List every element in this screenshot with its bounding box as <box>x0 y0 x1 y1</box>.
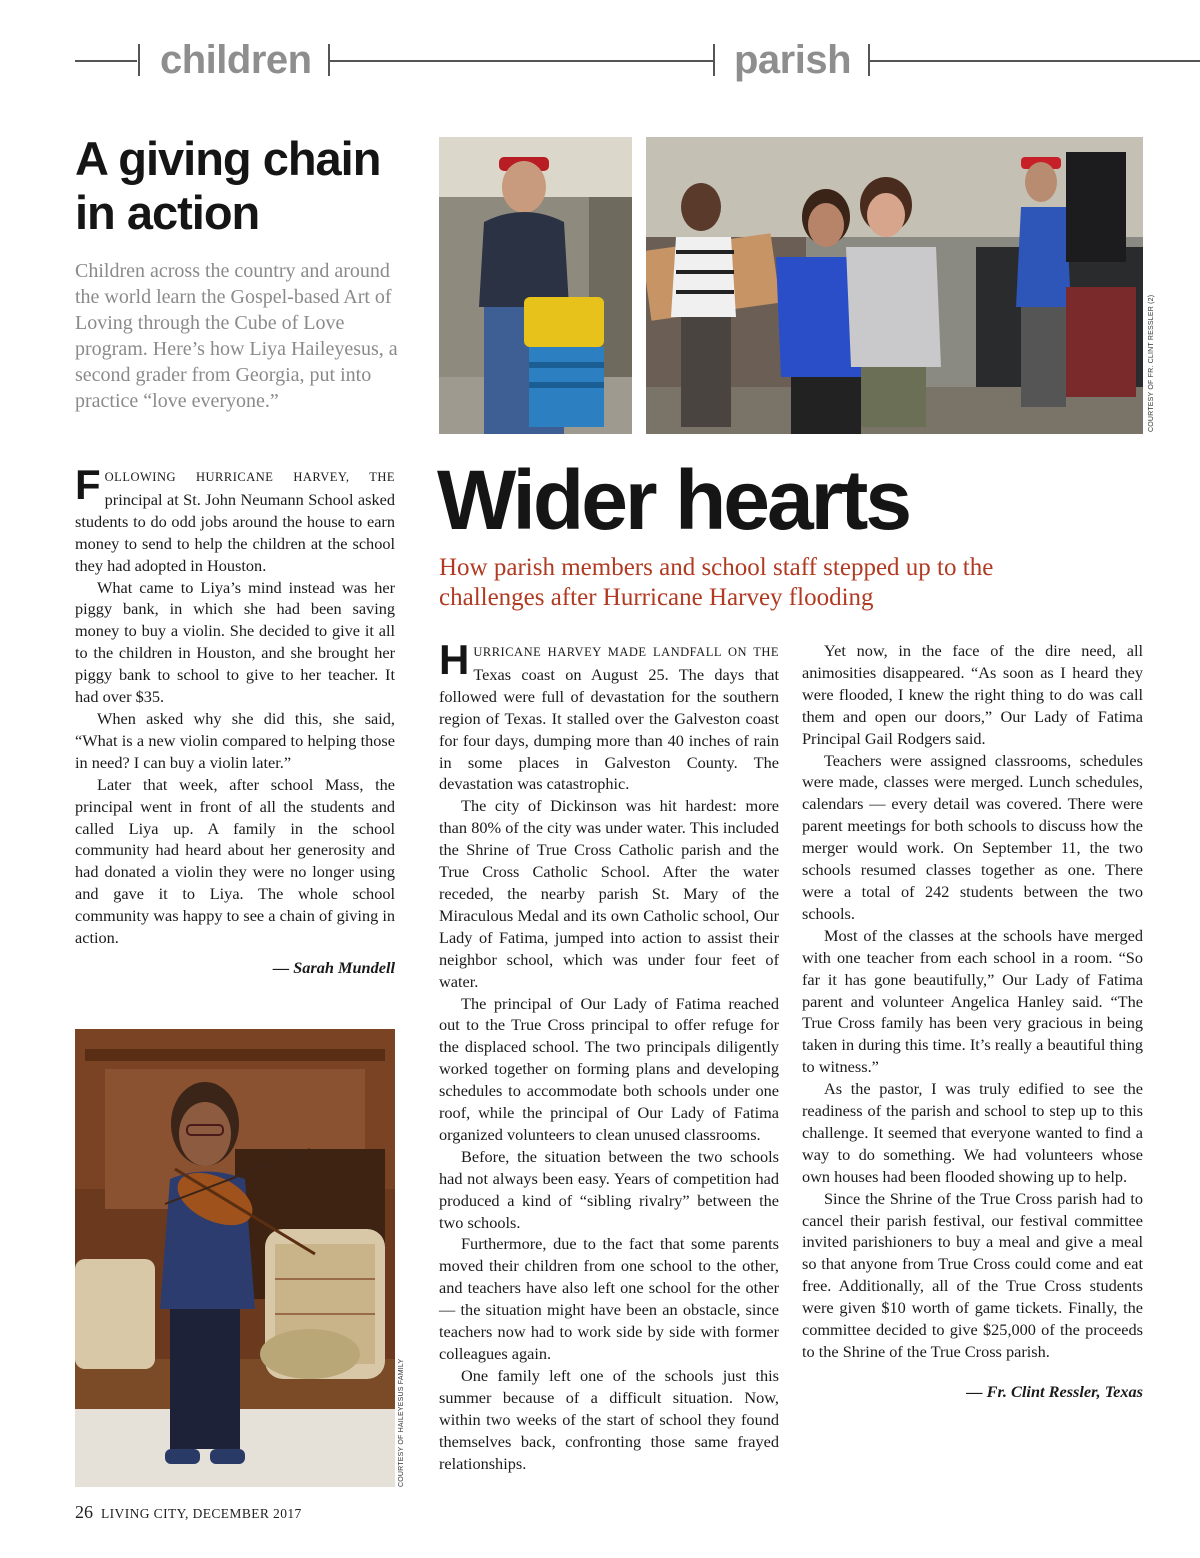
lead-small-caps: OLLOWING HURRICANE HARVEY, THE <box>104 470 395 484</box>
header-rule-right <box>870 60 1200 62</box>
paragraph: One family left one of the schools just this summer because of a difficult situation. Now, within two weeks of the start of school they found themselves back, confronting those same frayed relationships. <box>439 1365 779 1473</box>
left-title-line-1: A giving chain <box>75 132 381 185</box>
paragraph: As the pastor, I was truly edified to see the readiness of the parish and school to step up to this challenge. It seemed that everyone wanted to find a way to do something. We had volunteers whose own houses had been flooded showing up to help. <box>802 1079 1143 1186</box>
photo-credit-haileyesus: COURTESY OF HAILEYESUS FAMILY <box>398 1358 405 1487</box>
paragraph: Most of the classes at the schools have merged with one teacher from each school in a room. “So far it has gone beautifully,” Our Lady of Fatima parent and volunteer Angelica Hanley said. “The True Cross family has been very gracious in being taken in during this time. It’s really a beautiful thing to witness.” <box>802 925 1143 1077</box>
publication-info: LIVING CITY, DECEMBER 2017 <box>101 1506 302 1521</box>
dropcap: F <box>75 461 101 508</box>
header-rule-left <box>75 60 137 62</box>
paragraph: Before, the situation between the two schools had not always been easy. Years of competition had produced a kind of “sibling rivalry” between the two schools. <box>439 1146 779 1232</box>
article-column-1 <box>439 636 779 1474</box>
photo-man-chairs-illustration <box>439 137 632 434</box>
paragraph: Since the Shrine of the True Cross parish had to cancel their parish festival, our festival committee invited parishioners to buy a meal and give a meal so that anyone from True Cross could come and eat free. Additionally, all of the True Cross students were given $10 worth of game tickets. Finally, the committee decided to give $25,000 of the proceeds to the Shrine of the True Cross parish. <box>802 1188 1143 1361</box>
left-lead-paragraph <box>75 461 395 577</box>
lead-small-caps: URRICANE HARVEY MADE LANDFALL ON THE <box>473 645 779 659</box>
paragraph: What came to Liya’s mind instead was her piggy bank, in which she had been saving money to buy a violin. She decided to give it all to the children in Houston, and she brought her piggy bank to school to give to her teacher. It had over $35. <box>75 577 395 707</box>
page-number: 26 <box>75 1502 93 1522</box>
section-label-children: children <box>160 38 312 82</box>
article-column-2 <box>802 640 1143 1403</box>
paragraph: Yet now, in the face of the dire need, all animosities disappeared. “As soon as I heard they were flooded, I knew the right thing to do was call them and open our doors,” Our Lady of Fatima Principal Gail Rodgers said. <box>802 641 1143 748</box>
left-article-title <box>75 132 415 240</box>
paragraph: The principal of Our Lady of Fatima reached out to the True Cross principal to offer refuge for the displaced school. The two principals diligently worked together on forming plans and developing schedules to accommodate both schools under one roof, while the principal of Our Lady of Fatima organized volunteers to clean unused classrooms. <box>439 993 779 1144</box>
paragraph: The city of Dickinson was hit hardest: more than 80% of the city was under water. This included the Shrine of True Cross Catholic parish and the True Cross Catholic School. After the water receded, the nearby parish St. Mary of the Miraculous Medal and its own Catholic school, Our Lady of Fatima, jumped into action to assist their neighbor school, which was under four feet of water. <box>439 796 779 991</box>
lead-text: principal at St. John Neumann School asked students to do odd jobs around the house to earn money to send to help the children at the school they had adopted in Houston. <box>75 489 395 575</box>
left-article-body <box>75 461 395 979</box>
left-title-line-2: in action <box>75 186 260 239</box>
paragraph: Furthermore, due to the fact that some parents moved their children from one school to the other, and teachers have also left one school for the other — the situation might have been an obstacle, since teachers now had to work side by side with former colleagues again. <box>439 1234 779 1363</box>
header-divider <box>138 44 140 76</box>
page-footer <box>75 1502 302 1523</box>
main-article-deck: How parish members and school staff stepped up to the challenges after Hurricane Harvey flooding <box>439 554 994 611</box>
photo-volunteers <box>646 137 1143 434</box>
main-article-title: Wider hearts <box>437 453 910 547</box>
lead-text: Texas coast on August 25. The days that followed were full of devastation for the southern region of Texas. It stalled over the Galveston coast for four days, dumping more than 40 inches of rain in some places in Galveston County. The devastation was catastrophic. <box>439 664 779 794</box>
photo-girl-violin-illustration <box>75 1029 395 1487</box>
header-divider <box>713 44 715 76</box>
photo-credit-ressler: COURTESY OF FR. CLINT RESSLER (2) <box>1148 294 1155 432</box>
paragraph: Later that week, after school Mass, the principal went in front of all the students and called Liya up. A family in the school community had heard about her generosity and had donated a violin they were no longer using and gave it to Liya. The whole school community was happy to see a chain of giving in action. <box>75 774 395 948</box>
left-byline: — Sarah Mundell <box>272 957 395 977</box>
main-byline: — Fr. Clint Ressler, Texas <box>966 1381 1143 1401</box>
dropcap: H <box>439 636 470 683</box>
header-rule-middle <box>330 60 713 62</box>
left-article-intro: Children across the country and around the world learn the Gospel-based Art of Loving through the Cube of Love program. Here’s how Liya Haileyesus, a second grader from Georgia, put into practice “love everyone.” <box>75 260 398 412</box>
photo-man-with-chairs <box>439 137 632 434</box>
photo-volunteers-illustration <box>646 137 1143 434</box>
paragraph: Teachers were assigned classrooms, schedules were made, classes were merged. Lunch schedules, calendars — every detail was covered. There were parent meetings for both schools to discuss how the merger would work. On September 11, the two schools resumed classes together as one. There were a total of 242 students between the two schools. <box>802 750 1143 923</box>
photo-girl-violin <box>75 1029 395 1487</box>
section-label-parish: parish <box>734 38 852 82</box>
paragraph: When asked why she did this, she said, “What is a new violin compared to helping those in need? I can buy a violin later.” <box>75 708 395 772</box>
main-lead-paragraph <box>439 636 779 795</box>
